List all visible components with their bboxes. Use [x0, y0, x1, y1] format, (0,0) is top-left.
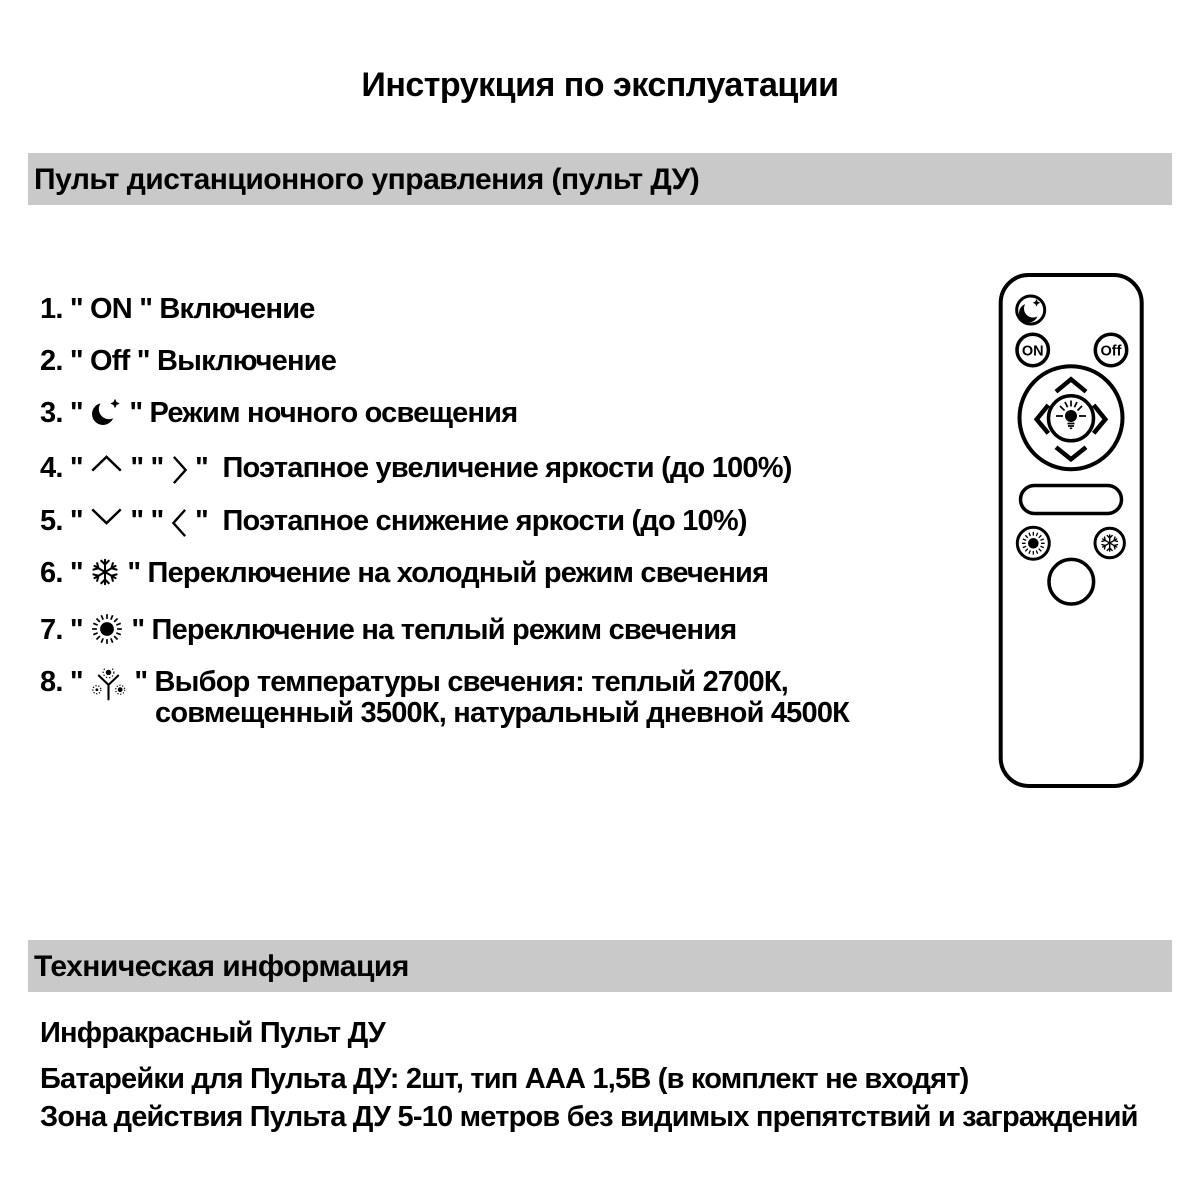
list-item-warm-mode: 7. " " Переключение на теплый режим свечения	[40, 614, 737, 646]
on-button	[1017, 334, 1048, 365]
warm-mode-button	[1017, 527, 1049, 559]
pill-button	[1021, 486, 1122, 514]
chevron-up-icon	[90, 454, 123, 473]
tech-line-range: Зона действия Пульта ДУ 5-10 метров без видимых препятствий и заграждений	[40, 1101, 1138, 1133]
list-item-brightness-up: 4. " " " " Поэтапное увеличение яркости (до 100%)	[40, 452, 792, 484]
round-button	[1049, 559, 1094, 604]
list-item-on: 1. " ON " Включение	[40, 293, 315, 325]
on-button-label: ON	[1021, 343, 1044, 360]
list-item-temperature-select-line2: совмещенный 3500К, натуральный дневной 4500К	[155, 697, 850, 729]
moon-night-mode-icon	[90, 396, 122, 428]
cold-mode-button	[1095, 528, 1124, 557]
brightness-dpad	[1020, 366, 1123, 469]
list-item-off: 2. " Off " Выключение	[40, 345, 337, 377]
list-item-night-mode: 3. " " Режим ночного освещения	[40, 397, 518, 429]
tech-line-ir-remote: Инфракрасный Пульт ДУ	[40, 1017, 386, 1049]
tech-line-batteries: Батарейки для Пульта ДУ: 2шт, тип ААА 1,5В (в комплект не входят)	[40, 1063, 969, 1095]
dpad-down-arrow-icon	[1056, 447, 1086, 459]
dpad-left-arrow-icon	[1037, 405, 1049, 433]
chevron-down-icon	[90, 507, 123, 526]
temperature-select-icon	[90, 668, 127, 705]
snowflake-icon	[1101, 535, 1118, 551]
list-item-temperature-select: 8. " " Выбор температуры свечения: теплый 2700К,	[40, 662, 788, 705]
page-title: Инструкция по эксплуатации	[361, 66, 839, 104]
night-mode-button	[1017, 296, 1045, 324]
section-header-remote: Пульт дистанционного управления (пульт ДУ)	[28, 153, 1172, 205]
off-button-label: Off	[1100, 343, 1122, 360]
remote-control-illustration	[990, 270, 1160, 800]
sun-warm-mode-icon	[90, 612, 124, 646]
snowflake-cold-mode-icon	[90, 557, 120, 587]
dpad-up-arrow-icon	[1056, 379, 1086, 391]
moon-icon	[1019, 299, 1042, 323]
chevron-left-icon	[171, 508, 188, 538]
list-item-cold-mode: 6. " " Переключение на холодный режим свечения	[40, 557, 769, 589]
section-header-tech: Техническая информация	[28, 940, 1172, 992]
chevron-right-icon	[171, 455, 188, 485]
off-button	[1095, 334, 1126, 365]
light-bulb-icon	[1056, 401, 1086, 429]
list-item-brightness-down: 5. " " " " Поэтапное снижение яркости (до 10%)	[40, 505, 747, 537]
dpad-right-arrow-icon	[1094, 405, 1106, 433]
sun-icon	[1022, 532, 1045, 555]
